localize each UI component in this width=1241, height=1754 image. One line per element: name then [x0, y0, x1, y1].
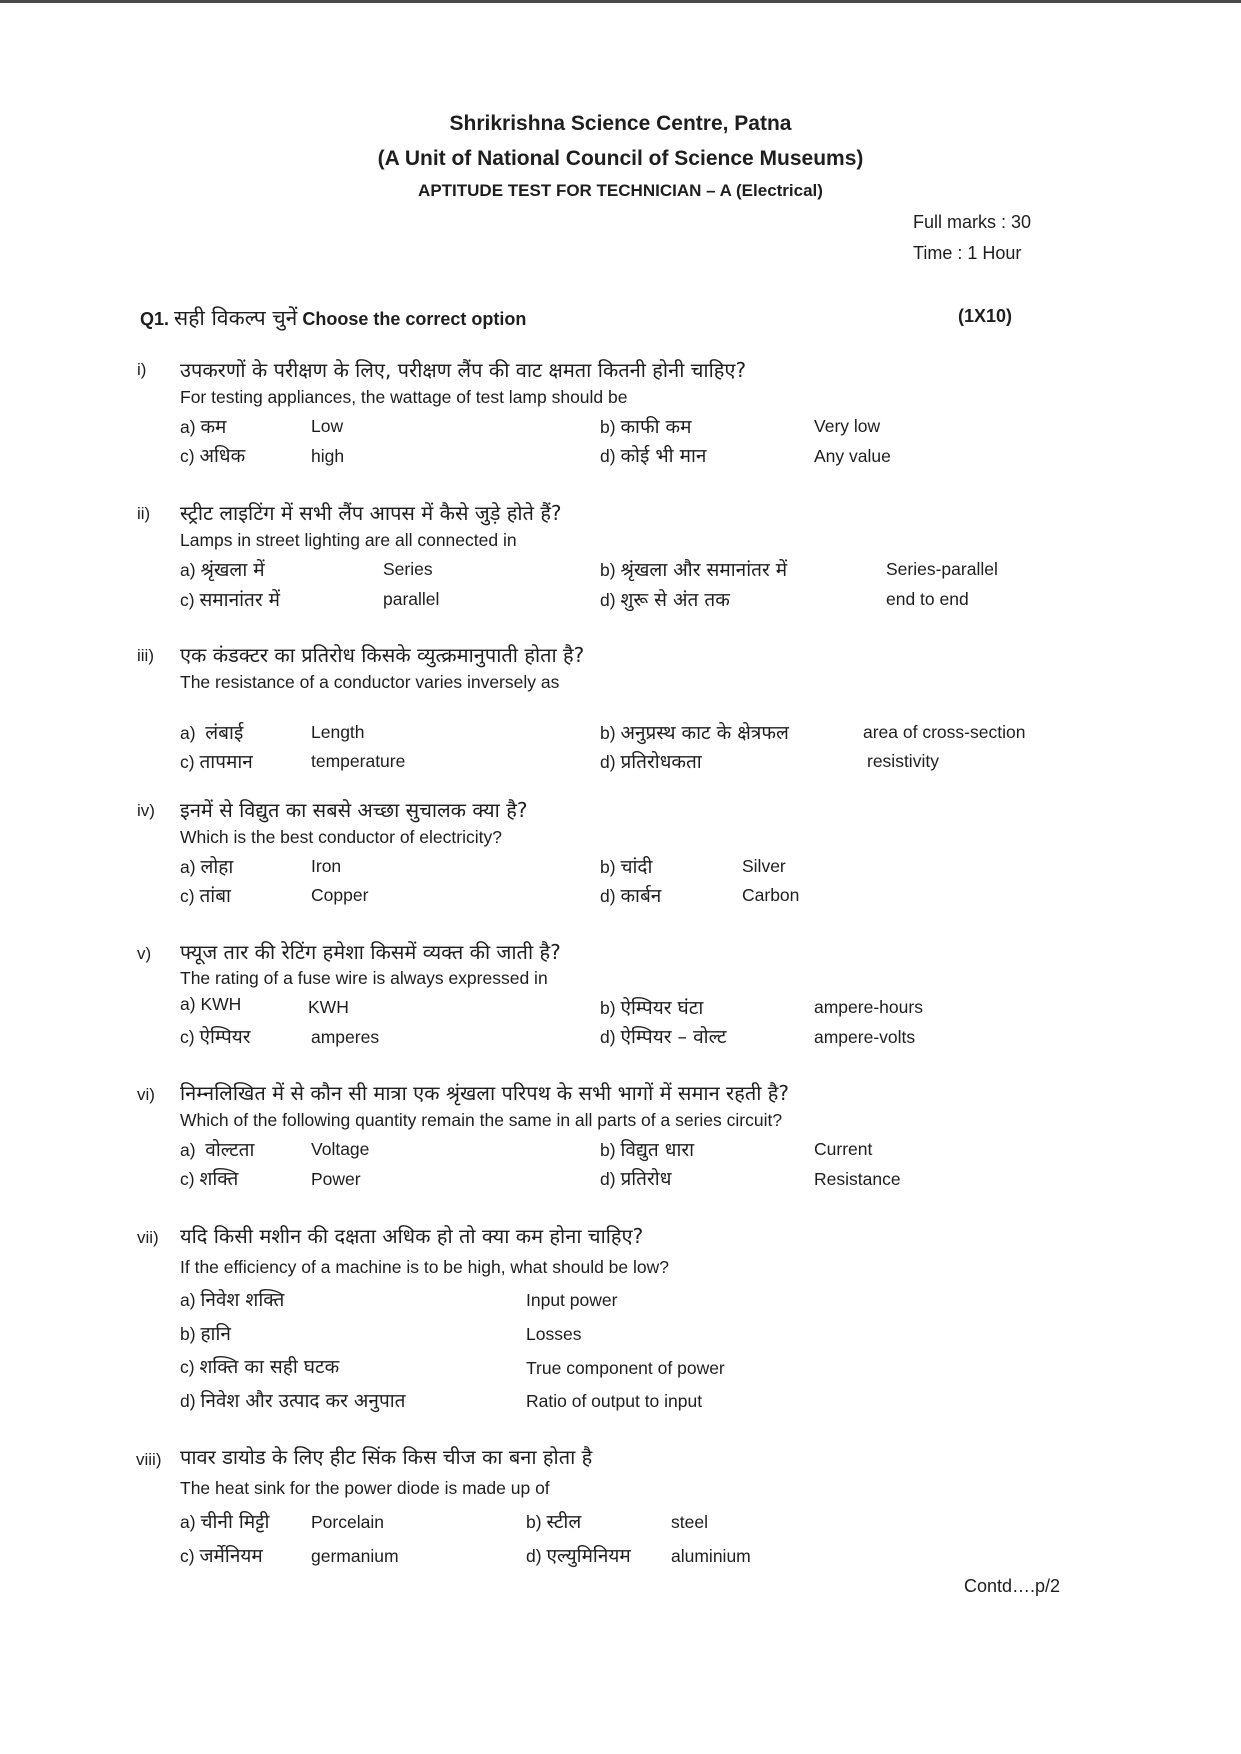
option-b-english: Series-parallel: [886, 559, 998, 579]
option-b: b) हानि: [180, 1323, 231, 1345]
option-c: c) शक्ति: [180, 1168, 239, 1190]
option-c: c) तापमान: [180, 751, 253, 773]
option-c: c) जर्मेनियम: [180, 1545, 263, 1567]
option-c: c) तांबा: [180, 885, 231, 907]
question-number: iii): [137, 646, 154, 665]
question-text-hindi: पावर डायोड के लिए हीट सिंक किस चीज का बना होता है: [180, 1445, 593, 1469]
option-a-english: Iron: [311, 856, 342, 876]
time-allowed: Time : 1 Hour: [913, 243, 1022, 263]
question-text-english: Lamps in street lighting are all connected in: [180, 530, 517, 550]
option-c-english: temperature: [311, 751, 406, 771]
option-d: d) कोई भी मान: [600, 445, 707, 467]
option-c: c) ऐम्पियर: [180, 1026, 251, 1048]
section-heading: [140, 304, 526, 332]
option-d-english: Resistance: [814, 1169, 901, 1189]
option-d-english: Carbon: [742, 885, 800, 905]
question-number: vi): [137, 1085, 155, 1104]
question-text-hindi: यदि किसी मशीन की दक्षता अधिक हो तो क्या कम होना चाहिए?: [180, 1224, 644, 1248]
option-a-english: Voltage: [311, 1139, 370, 1159]
option-d-english: Any value: [814, 446, 891, 466]
section-title-hindi: सही विकल्प चुनें: [174, 306, 298, 330]
option-d: d) ऐम्पियर – वोल्ट: [600, 1026, 727, 1048]
question-number: i): [137, 360, 147, 379]
question-text-english: The resistance of a conductor varies inversely as: [180, 672, 560, 692]
section-number: Q1.: [140, 309, 170, 329]
question-number: iv): [137, 801, 155, 820]
option-a: a) KWH: [180, 994, 242, 1014]
option-b-english: Very low: [814, 416, 881, 436]
option-c: c) अधिक: [180, 445, 246, 467]
option-c: c) समानांतर में: [180, 589, 281, 611]
option-d-english: Ratio of output to input: [526, 1391, 703, 1411]
option-a: a) कम: [180, 416, 227, 438]
institution-title: Shrikrishna Science Centre, Patna: [449, 112, 792, 135]
question-number: vii): [137, 1228, 159, 1247]
option-c-english: Power: [311, 1169, 361, 1189]
option-a: a) लोहा: [180, 856, 234, 878]
question-text-english: If the efficiency of a machine is to be high, what should be low?: [180, 1257, 670, 1277]
option-c-english: Copper: [311, 885, 369, 905]
question-number: viii): [136, 1450, 162, 1469]
question-text-hindi: स्ट्रीट लाइटिंग में सभी लैंप आपस में कैसे जुड़े होते हैं?: [180, 501, 562, 525]
question-number: v): [137, 944, 152, 963]
option-b-english: Current: [814, 1139, 873, 1159]
option-a-english: Series: [383, 559, 433, 579]
full-marks: Full marks : 30: [913, 212, 1032, 232]
option-b-english: steel: [671, 1512, 708, 1532]
question-text-english: The heat sink for the power diode is made up of: [180, 1478, 550, 1498]
question-text-english: Which is the best conductor of electricity?: [180, 827, 502, 847]
option-a-english: Input power: [526, 1290, 618, 1310]
option-b-english: area of cross-section: [863, 722, 1026, 742]
question-text-hindi: इनमें से विद्युत का सबसे अच्छा सुचालक क्या है?: [180, 798, 528, 822]
option-d: d) प्रतिरोधकता: [600, 751, 702, 773]
option-a-english: KWH: [308, 997, 349, 1017]
option-b: b) ऐम्पियर घंटा: [600, 997, 704, 1019]
question-text-hindi: निम्नलिखित में से कौन सी मात्रा एक श्रृंखला परिपथ के सभी भागों में समान रहती है?: [180, 1081, 790, 1105]
option-a-english: Length: [311, 722, 365, 742]
option-d-english: end to end: [886, 589, 969, 609]
institution-unit: (A Unit of National Council of Science Museums): [377, 147, 864, 170]
option-b-english: Silver: [742, 856, 786, 876]
scan-edge: [0, 0, 1241, 3]
option-d-english: ampere-volts: [814, 1027, 916, 1047]
question-text-english: Which of the following quantity remain the same in all parts of a series circuit?: [180, 1110, 783, 1130]
option-b: b) विद्युत धारा: [600, 1139, 695, 1161]
question-text-english: The rating of a fuse wire is always expressed in: [180, 968, 548, 988]
question-text-hindi: फ्यूज तार की रेटिंग हमेशा किसमें व्यक्त की जाती है?: [180, 940, 561, 964]
question-text-hindi: एक कंडक्टर का प्रतिरोध किसके व्युत्क्रमानुपाती होता है?: [180, 643, 585, 667]
option-c-english: high: [311, 446, 345, 466]
option-d: d) प्रतिरोध: [600, 1168, 672, 1190]
option-a: a) श्रृंखला में: [180, 559, 265, 581]
question-text-hindi: उपकरणों के परीक्षण के लिए, परीक्षण लैंप की वाट क्षमता कितनी होनी चाहिए?: [180, 358, 747, 382]
option-a-english: Low: [311, 416, 344, 436]
option-d: d) कार्बन: [600, 885, 662, 907]
option-d-english: aluminium: [671, 1546, 751, 1566]
option-a-english: Porcelain: [311, 1512, 384, 1532]
option-c: c) शक्ति का सही घटक: [180, 1356, 340, 1378]
option-d: d) निवेश और उत्पाद कर अनुपात: [180, 1390, 406, 1412]
section-marks: (1X10): [958, 306, 1013, 326]
option-d: d) शुरू से अंत तक: [600, 589, 730, 611]
option-b: b) स्टील: [526, 1511, 582, 1533]
option-a: a) वोल्टता: [180, 1139, 255, 1161]
option-b: b) श्रृंखला और समानांतर में: [600, 559, 788, 581]
option-c-english: True component of power: [526, 1358, 725, 1378]
option-a: a) चीनी मिट्टी: [180, 1511, 270, 1533]
option-d-english: resistivity: [867, 751, 939, 771]
test-title: APTITUDE TEST FOR TECHNICIAN – A (Electrical): [418, 181, 823, 200]
option-b-english: Losses: [526, 1324, 582, 1344]
option-b-english: ampere-hours: [814, 997, 923, 1017]
option-b: b) काफी कम: [600, 416, 692, 438]
option-c-english: amperes: [311, 1027, 380, 1047]
option-a: a) निवेश शक्ति: [180, 1289, 285, 1311]
question-number: ii): [137, 504, 151, 523]
option-c-english: germanium: [311, 1546, 399, 1566]
option-c-english: parallel: [383, 589, 440, 609]
section-title-english: Choose the correct option: [302, 309, 527, 329]
option-d: d) एल्युमिनियम: [526, 1545, 631, 1567]
option-b: b) चांदी: [600, 856, 653, 878]
continued-note: Contd….p/2: [964, 1576, 1061, 1596]
question-text-english: For testing appliances, the wattage of test lamp should be: [180, 387, 628, 407]
option-a: a) लंबाई: [180, 722, 244, 744]
option-b: b) अनुप्रस्थ काट के क्षेत्रफल: [600, 722, 789, 744]
